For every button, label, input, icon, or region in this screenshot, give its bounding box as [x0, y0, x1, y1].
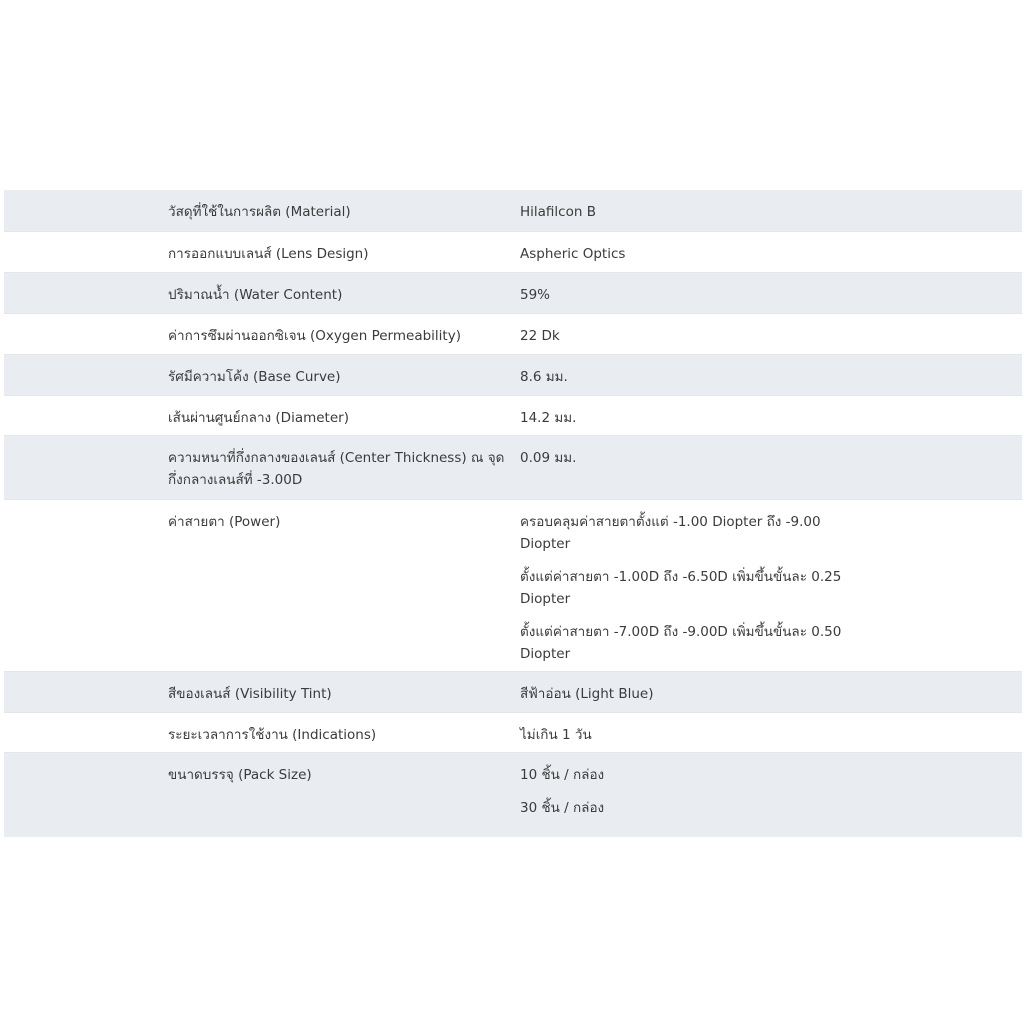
spec-row-visibility-tint	[4, 671, 1022, 712]
spec-label-pack-size: ขนาดบรรจุ (Pack Size)	[168, 767, 312, 783]
spec-table	[4, 190, 1022, 837]
spec-value-line: 0.09 มม.	[520, 450, 577, 466]
spec-value-power	[520, 500, 850, 671]
spec-row-lens-design	[4, 231, 1022, 272]
spec-value-line: 10 ชิ้น / กล่อง	[520, 767, 605, 783]
spec-value-line: 8.6 มม.	[520, 369, 568, 385]
spec-value-line: Hilafilcon B	[520, 204, 596, 220]
spec-label-diameter: เส้นผ่านศูนย์กลาง (Diameter)	[168, 410, 349, 426]
spec-row-diameter	[4, 395, 1022, 435]
spec-row-oxygen-permeability	[4, 313, 1022, 354]
spec-label-oxygen-permeability: ค่าการซึมผ่านออกซิเจน (Oxygen Permeability)	[168, 328, 461, 344]
spec-label-indications: ระยะเวลาการใช้งาน (Indications)	[168, 727, 377, 743]
spec-value-line: ไม่เกิน 1 วัน	[520, 727, 592, 743]
spec-label-visibility-tint: สีของเลนส์ (Visibility Tint)	[168, 686, 332, 702]
spec-row-indications	[4, 712, 1022, 752]
spec-value-line: ตั้งแต่ค่าสายตา -1.00D ถึง -6.50D เพิ่มขึ้นขั้นละ 0.25 Diopter	[520, 569, 842, 607]
spec-row-material	[4, 190, 1022, 231]
spec-label-base-curve: รัศมีความโค้ง (Base Curve)	[168, 369, 341, 385]
spec-value-oxygen-permeability	[520, 314, 850, 354]
spec-value-visibility-tint	[520, 672, 850, 712]
spec-value-pack-size	[520, 753, 850, 837]
spec-value-line: Aspheric Optics	[520, 246, 626, 262]
spec-value-line: ตั้งแต่ค่าสายตา -7.00D ถึง -9.00D เพิ่มขึ้นขั้นละ 0.50 Diopter	[520, 624, 842, 662]
spec-row-pack-size	[4, 752, 1022, 837]
spec-value-water-content	[520, 273, 850, 313]
spec-label-material: วัสดุที่ใช้ในการผลิต (Material)	[168, 204, 351, 220]
spec-label-power: ค่าสายตา (Power)	[168, 514, 281, 530]
spec-label-water-content: ปริมาณน้ำ (Water Content)	[168, 287, 343, 303]
spec-value-center-thickness	[520, 436, 850, 499]
spec-value-base-curve	[520, 355, 850, 395]
spec-label-center-thickness: ความหนาที่กึ่งกลางของเลนส์ (Center Thickness) ณ จุดกึ่งกลางเลนส์ที่ -3.00D	[168, 450, 505, 488]
spec-row-center-thickness	[4, 435, 1022, 499]
spec-row-power	[4, 499, 1022, 671]
spec-value-line: 22 Dk	[520, 328, 560, 344]
spec-value-line: 30 ชิ้น / กล่อง	[520, 800, 605, 816]
spec-value-line: สีฟ้าอ่อน (Light Blue)	[520, 686, 654, 702]
spec-value-line: 59%	[520, 287, 551, 303]
spec-value-line: ครอบคลุมค่าสายตาตั้งแต่ -1.00 Diopter ถึง -9.00 Diopter	[520, 514, 821, 552]
spec-value-indications	[520, 713, 850, 752]
spec-value-line: 14.2 มม.	[520, 410, 577, 426]
spec-row-base-curve	[4, 354, 1022, 395]
spec-value-diameter	[520, 396, 850, 435]
spec-row-water-content	[4, 272, 1022, 313]
spec-label-lens-design: การออกแบบเลนส์ (Lens Design)	[168, 246, 369, 262]
spec-value-material	[520, 190, 850, 231]
spec-value-lens-design	[520, 232, 850, 272]
